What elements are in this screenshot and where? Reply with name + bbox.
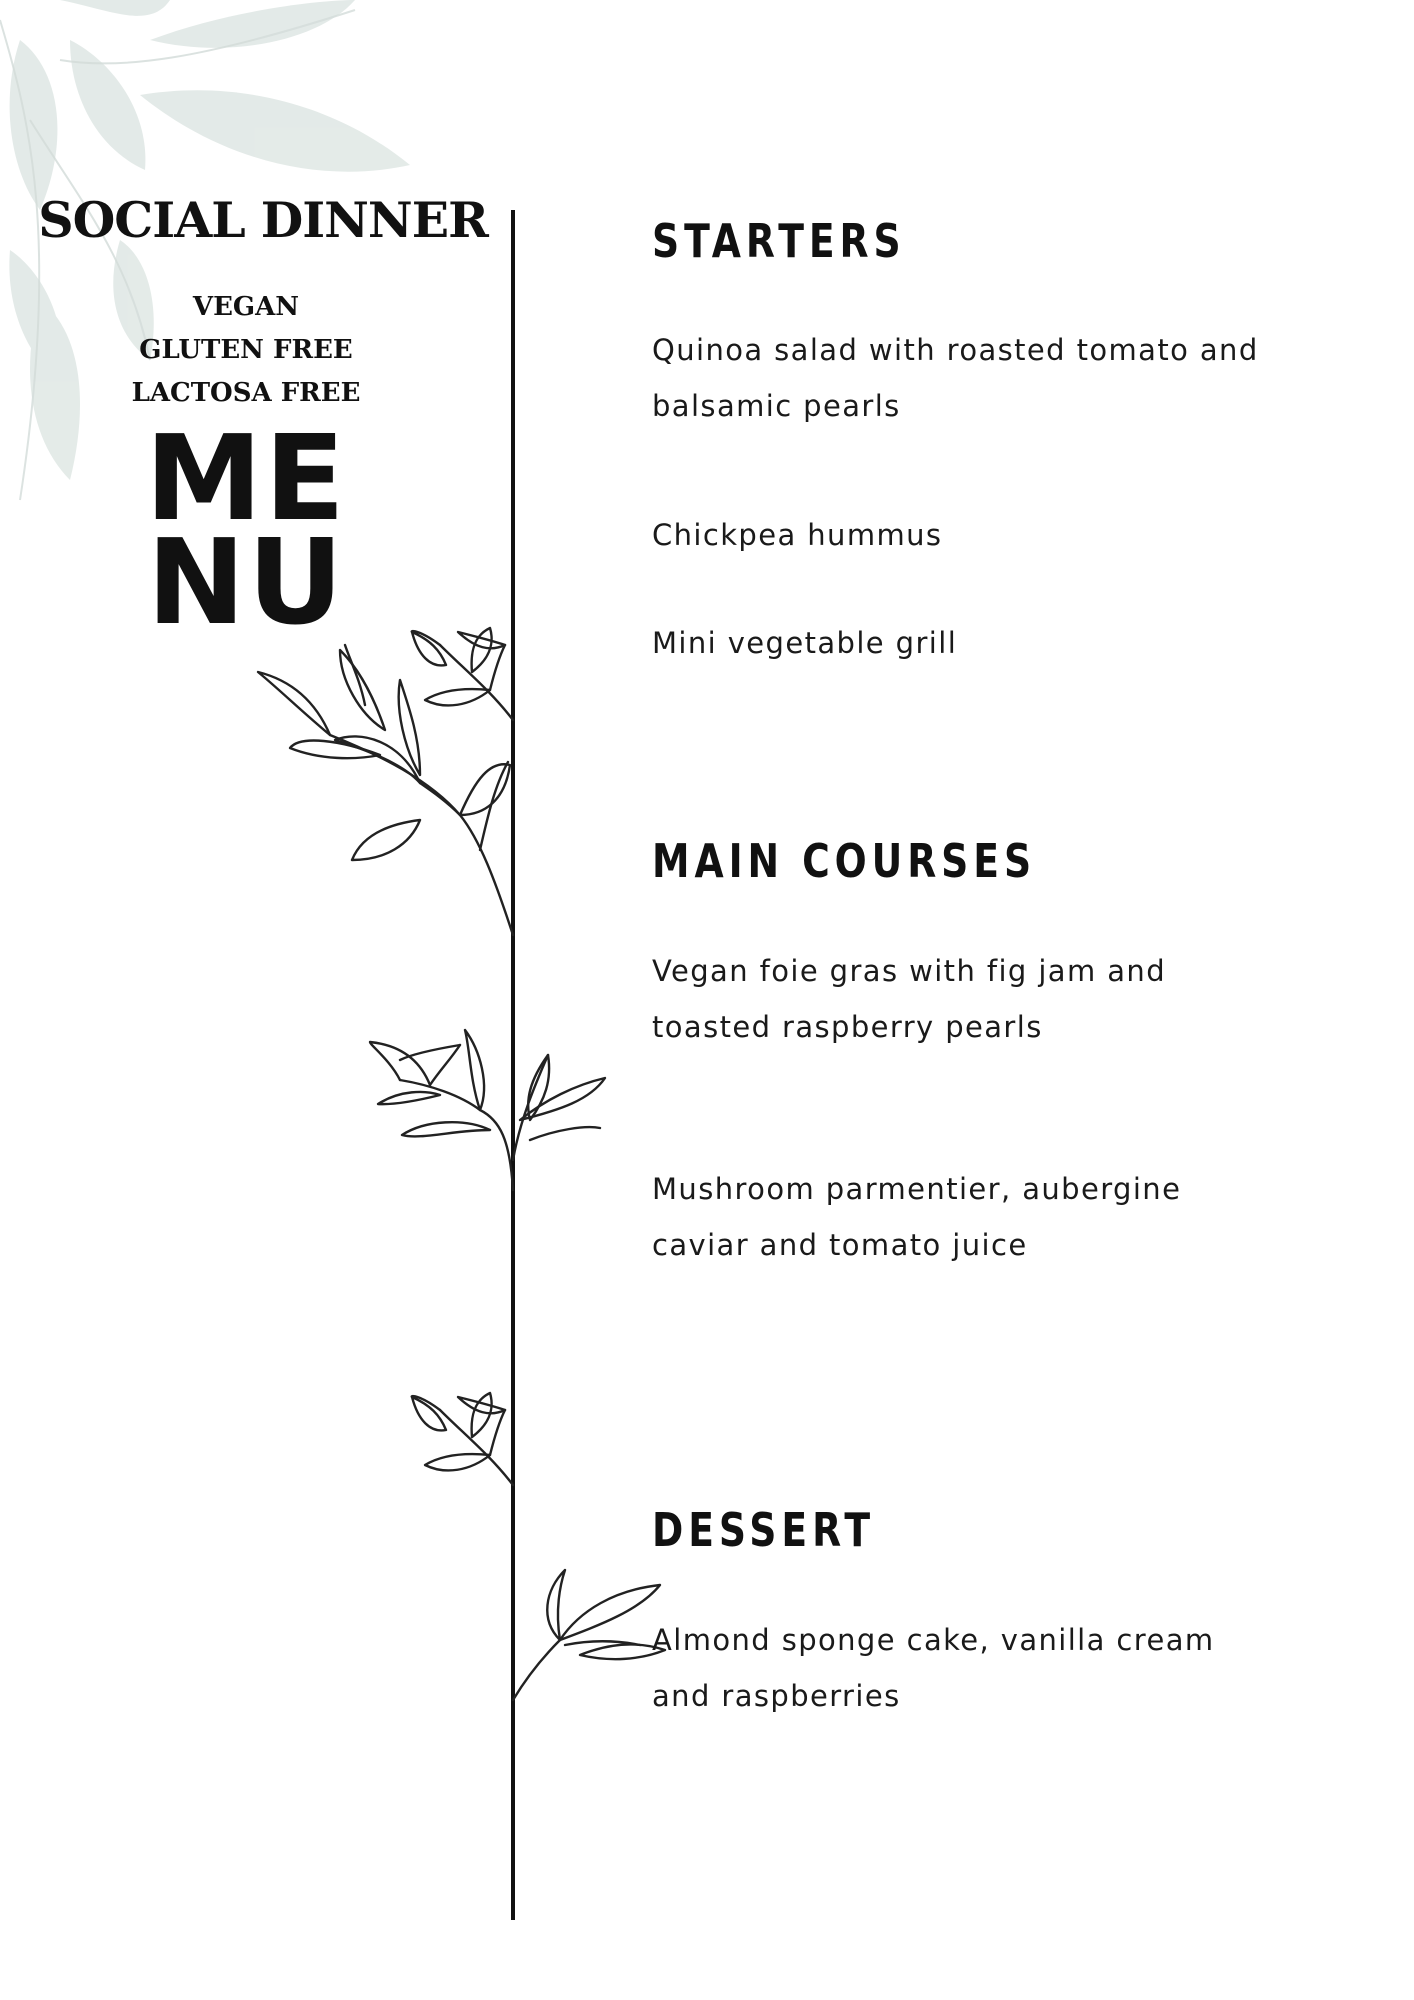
menu-item-line: Mini vegetable grill <box>652 626 958 660</box>
menu-item-line: and raspberries <box>652 1679 901 1713</box>
leaf-sprig-line-art <box>412 628 513 720</box>
event-title: SOCIAL DINNER <box>38 191 488 249</box>
dietary-label: GLUTEN FREE <box>139 335 353 365</box>
menu-item-line: Almond sponge cake, vanilla cream <box>652 1623 1215 1657</box>
menu-item-line: Mushroom parmentier, aubergine <box>652 1172 1182 1206</box>
menu-item-line: toasted raspberry pearls <box>652 1010 1043 1044</box>
dietary-label: LACTOSA FREE <box>131 378 361 408</box>
dietary-label: VEGAN <box>192 292 300 322</box>
menu-item <box>652 322 1332 434</box>
section-heading-main-courses: MAIN COURSES <box>652 834 1037 888</box>
leaf-sprig-line-art <box>370 1030 605 1190</box>
section-heading-dessert: DESSERT <box>652 1503 876 1557</box>
vertical-divider <box>511 210 515 1920</box>
menu-item <box>652 615 1332 671</box>
menu-wordmark-line: ME <box>144 409 348 547</box>
dietary-labels <box>96 286 396 415</box>
menu-item <box>652 943 1332 1055</box>
leaf-sprig-line-art <box>258 645 513 935</box>
menu-item <box>652 1161 1332 1273</box>
menu-item-line: Quinoa salad with roasted tomato and <box>652 333 1259 367</box>
menu-wordmark <box>96 409 396 651</box>
menu-item-line: Chickpea hummus <box>652 518 943 552</box>
leaf-sprig-line-art <box>412 1393 513 1485</box>
menu-item-line: caviar and tomato juice <box>652 1228 1028 1262</box>
menu-item <box>652 1612 1332 1724</box>
menu-item <box>652 507 1332 563</box>
menu-item-line: balsamic pearls <box>652 389 901 423</box>
leaf-sprig-line-art <box>513 1570 665 1700</box>
menu-wordmark-line: NU <box>146 513 346 651</box>
section-heading-starters: STARTERS <box>652 214 906 268</box>
menu-item-line: Vegan foie gras with fig jam and <box>652 954 1166 988</box>
